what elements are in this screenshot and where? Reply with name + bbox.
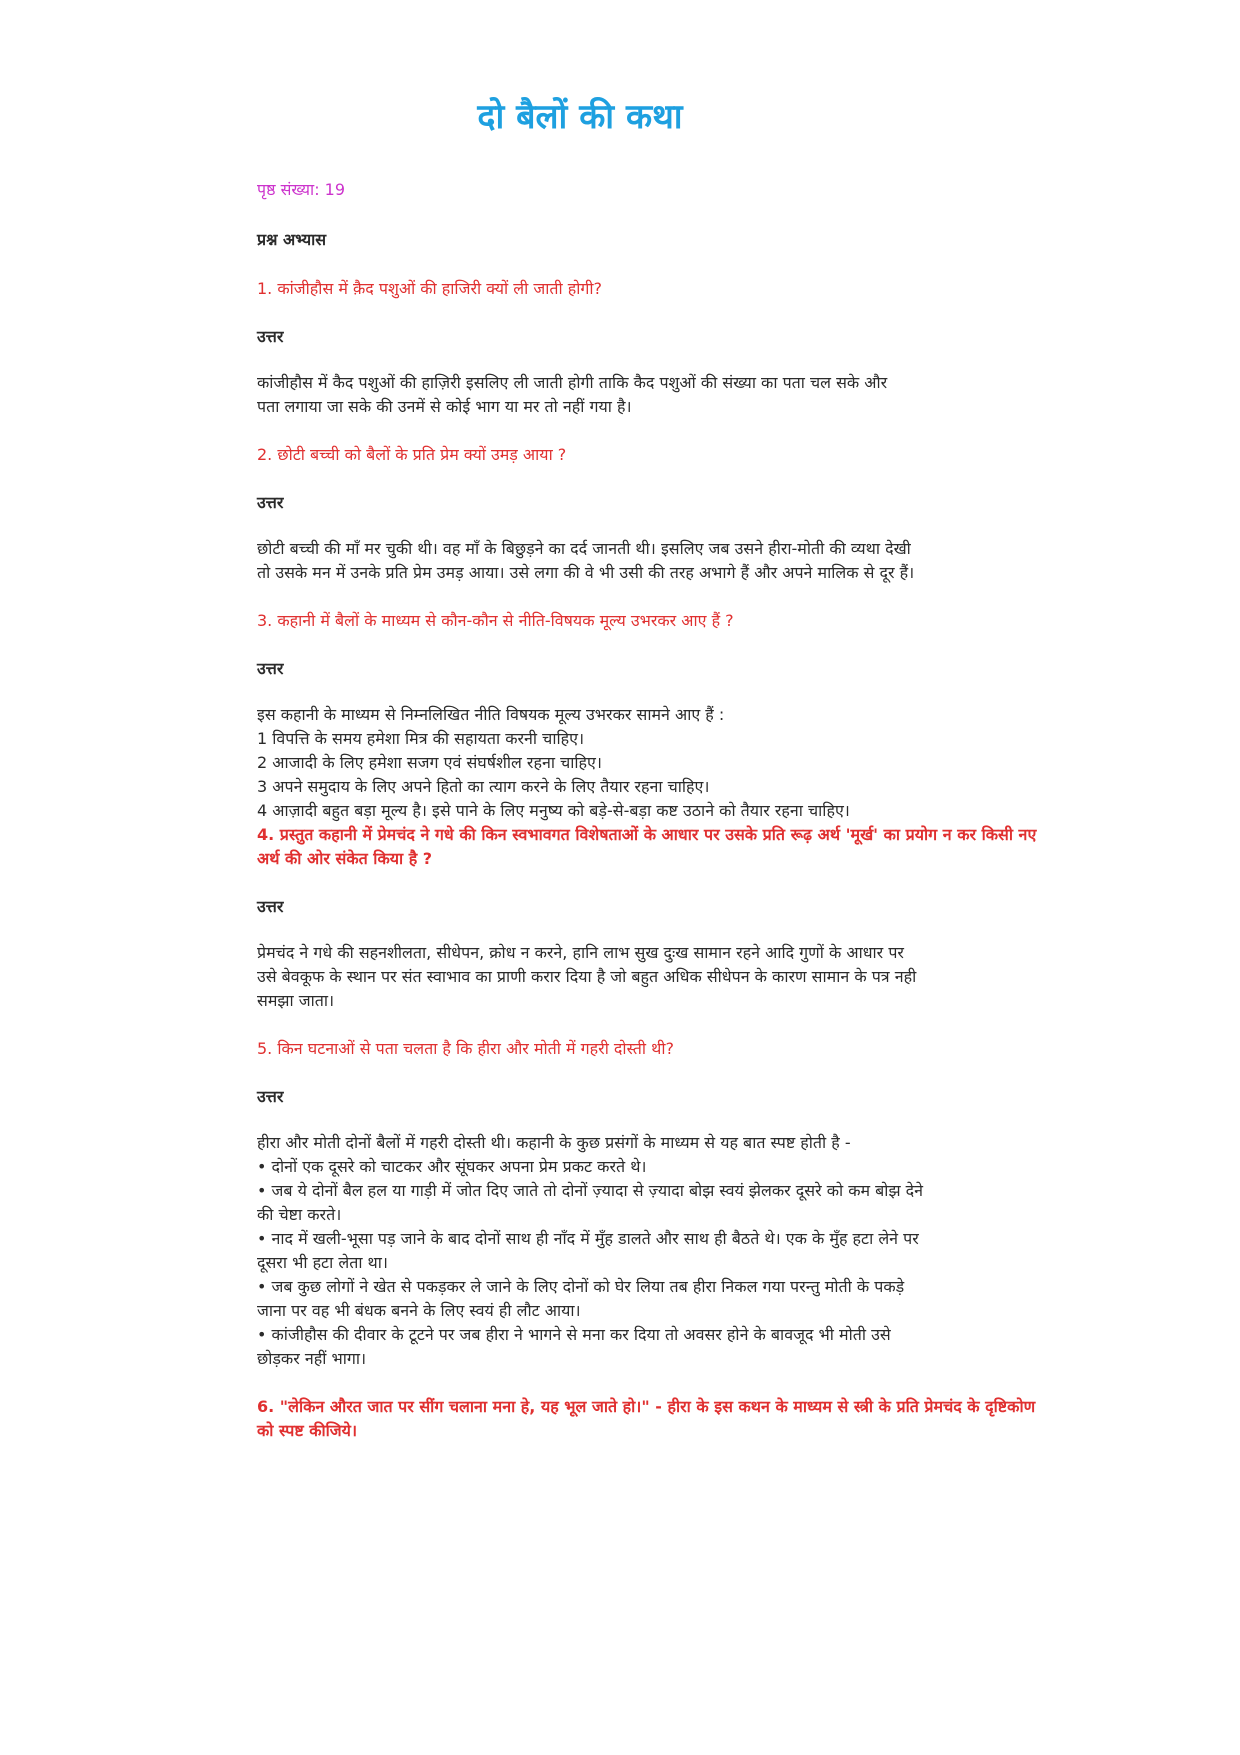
question-2: 2. छोटी बच्ची को बैलों के प्रति प्रेम क्यों उमड़ आया ?: [257, 445, 567, 464]
answer-4: [257, 941, 1047, 1013]
answer-2-line: तो उसके मन में उनके प्रति प्रेम उमड़ आया। उसे लगा की वे भी उसी की तरह अभागे हैं और अपने मालिक से दूर हैं।: [257, 563, 915, 582]
question-6: 6. "लेकिन औरत जात पर सींग चलाना मना हे, यह भूल जाते हो।" - हीरा के इस कथन के माध्यम से स्त्री के प्रति प्रेमचंद के दृष्टिकोण को स्पष्ट कीजिये।: [257, 1397, 1036, 1440]
answer-1: [257, 371, 1047, 419]
answer-3: [257, 703, 1047, 823]
answer-5-line: छोड़कर नहीं भागा।: [257, 1349, 367, 1368]
section-heading: प्रश्न अभ्यास: [257, 230, 327, 249]
answer-5-line: • कांजीहौस की दीवार के टूटने पर जब हीरा ने भागने से मना कर दिया तो अवसर होने के बावजूद भी मोती उसे: [257, 1325, 891, 1344]
question-4: 4. प्रस्तुत कहानी में प्रेमचंद ने गधे की किन स्वभावगत विशेषताओं के आधार पर उसके प्रति रूढ़ अर्थ 'मूर्ख' का प्रयोग न कर किसी नए अर्थ की ओर संकेत किया है ?: [257, 825, 1037, 868]
answer-5: [257, 1131, 1047, 1371]
page-number: पृष्ठ संख्या: 19: [257, 180, 346, 199]
answer-1-line: पता लगाया जा सके की उनमें से कोई भाग या मर तो नहीं गया है।: [257, 397, 632, 416]
answer-2-line: छोटी बच्ची की माँ मर चुकी थी। वह माँ के बिछुड़ने का दर्द जानती थी। इसलिए जब उसने हीरा-मोती की व्यथा देखी: [257, 539, 911, 558]
answer-label-3: उत्तर: [257, 659, 284, 678]
document-title: दो बैलों की कथा: [477, 97, 683, 137]
answer-label-1: उत्तर: [257, 327, 284, 346]
answer-5-line: • दोनों एक दूसरे को चाटकर और सूंघकर अपना प्रेम प्रकट करते थे।: [257, 1157, 647, 1176]
answer-5-line: की चेष्टा करते।: [257, 1205, 342, 1224]
answer-label-4: उत्तर: [257, 897, 284, 916]
answer-5-line: • जब ये दोनों बैल हल या गाड़ी में जोत दिए जाते तो दोनों ज़्यादा से ज़्यादा बोझ स्वयं झेलकर दूसरे को कम बोझ देने: [257, 1181, 924, 1200]
question-1: 1. कांजीहौस में क़ैद पशुओं की हाजिरी क्यों ली जाती होगी?: [257, 279, 603, 298]
answer-label-5: उत्तर: [257, 1087, 284, 1106]
question-5: 5. किन घटनाओं से पता चलता है कि हीरा और मोती में गहरी दोस्ती थी?: [257, 1039, 675, 1058]
answer-5-line: जाना पर वह भी बंधक बनने के लिए स्वयं ही लौट आया।: [257, 1301, 581, 1320]
question-3: 3. कहानी में बैलों के माध्यम से कौन-कौन से नीति-विषयक मूल्य उभरकर आए हैं ?: [257, 611, 734, 630]
answer-3-line: इस कहानी के माध्यम से निम्नलिखित नीति विषयक मूल्य उभरकर सामने आए हैं :: [257, 705, 725, 724]
answer-4-line: प्रेमचंद ने गधे की सहनशीलता, सीधेपन, क्रोध न करने, हानि लाभ सुख दुःख सामान रहने आदि गुणों के आधार पर: [257, 943, 904, 962]
answer-5-line: दूसरा भी हटा लेता था।: [257, 1253, 388, 1272]
answer-1-line: कांजीहौस में कैद पशुओं की हाज़िरी इसलिए ली जाती होगी ताकि कैद पशुओं की संख्या का पता चल सके और: [257, 373, 888, 392]
document-content: [257, 178, 1047, 1467]
answer-3-line: 3 अपने समुदाय के लिए अपने हितो का त्याग करने के लिए तैयार रहना चाहिए।: [257, 777, 710, 796]
answer-3-line: 4 आज़ादी बहुत बड़ा मूल्य है। इसे पाने के लिए मनुष्य को बड़े-से-बड़ा कष्ट उठाने को तैयार रहना चाहिए।: [257, 801, 850, 820]
answer-5-line: • नाद में खली-भूसा पड़ जाने के बाद दोनों साथ ही नाँद में मुँह डालते और साथ ही बैठते थे। एक के मुँह हटा लेने पर: [257, 1229, 919, 1248]
answer-4-line: उसे बेवकूफ के स्थान पर संत स्वाभाव का प्राणी करार दिया है जो बहुत अधिक सीधेपन के कारण सामान के पत्र नही: [257, 967, 917, 986]
answer-4-line: समझा जाता।: [257, 991, 335, 1010]
answer-label-2: उत्तर: [257, 493, 284, 512]
answer-5-line: हीरा और मोती दोनों बैलों में गहरी दोस्ती थी। कहानी के कुछ प्रसंगों के माध्यम से यह बात स्पष्ट होती है -: [257, 1133, 851, 1152]
answer-5-line: • जब कुछ लोगों ने खेत से पकड़कर ले जाने के लिए दोनों को घेर लिया तब हीरा निकल गया परन्तु मोती के पकड़े: [257, 1277, 905, 1296]
answer-2: [257, 537, 1047, 585]
answer-3-line: 2 आजादी के लिए हमेशा सजग एवं संघर्षशील रहना चाहिए।: [257, 753, 602, 772]
answer-3-line: 1 विपत्ति के समय हमेशा मित्र की सहायता करनी चाहिए।: [257, 729, 585, 748]
